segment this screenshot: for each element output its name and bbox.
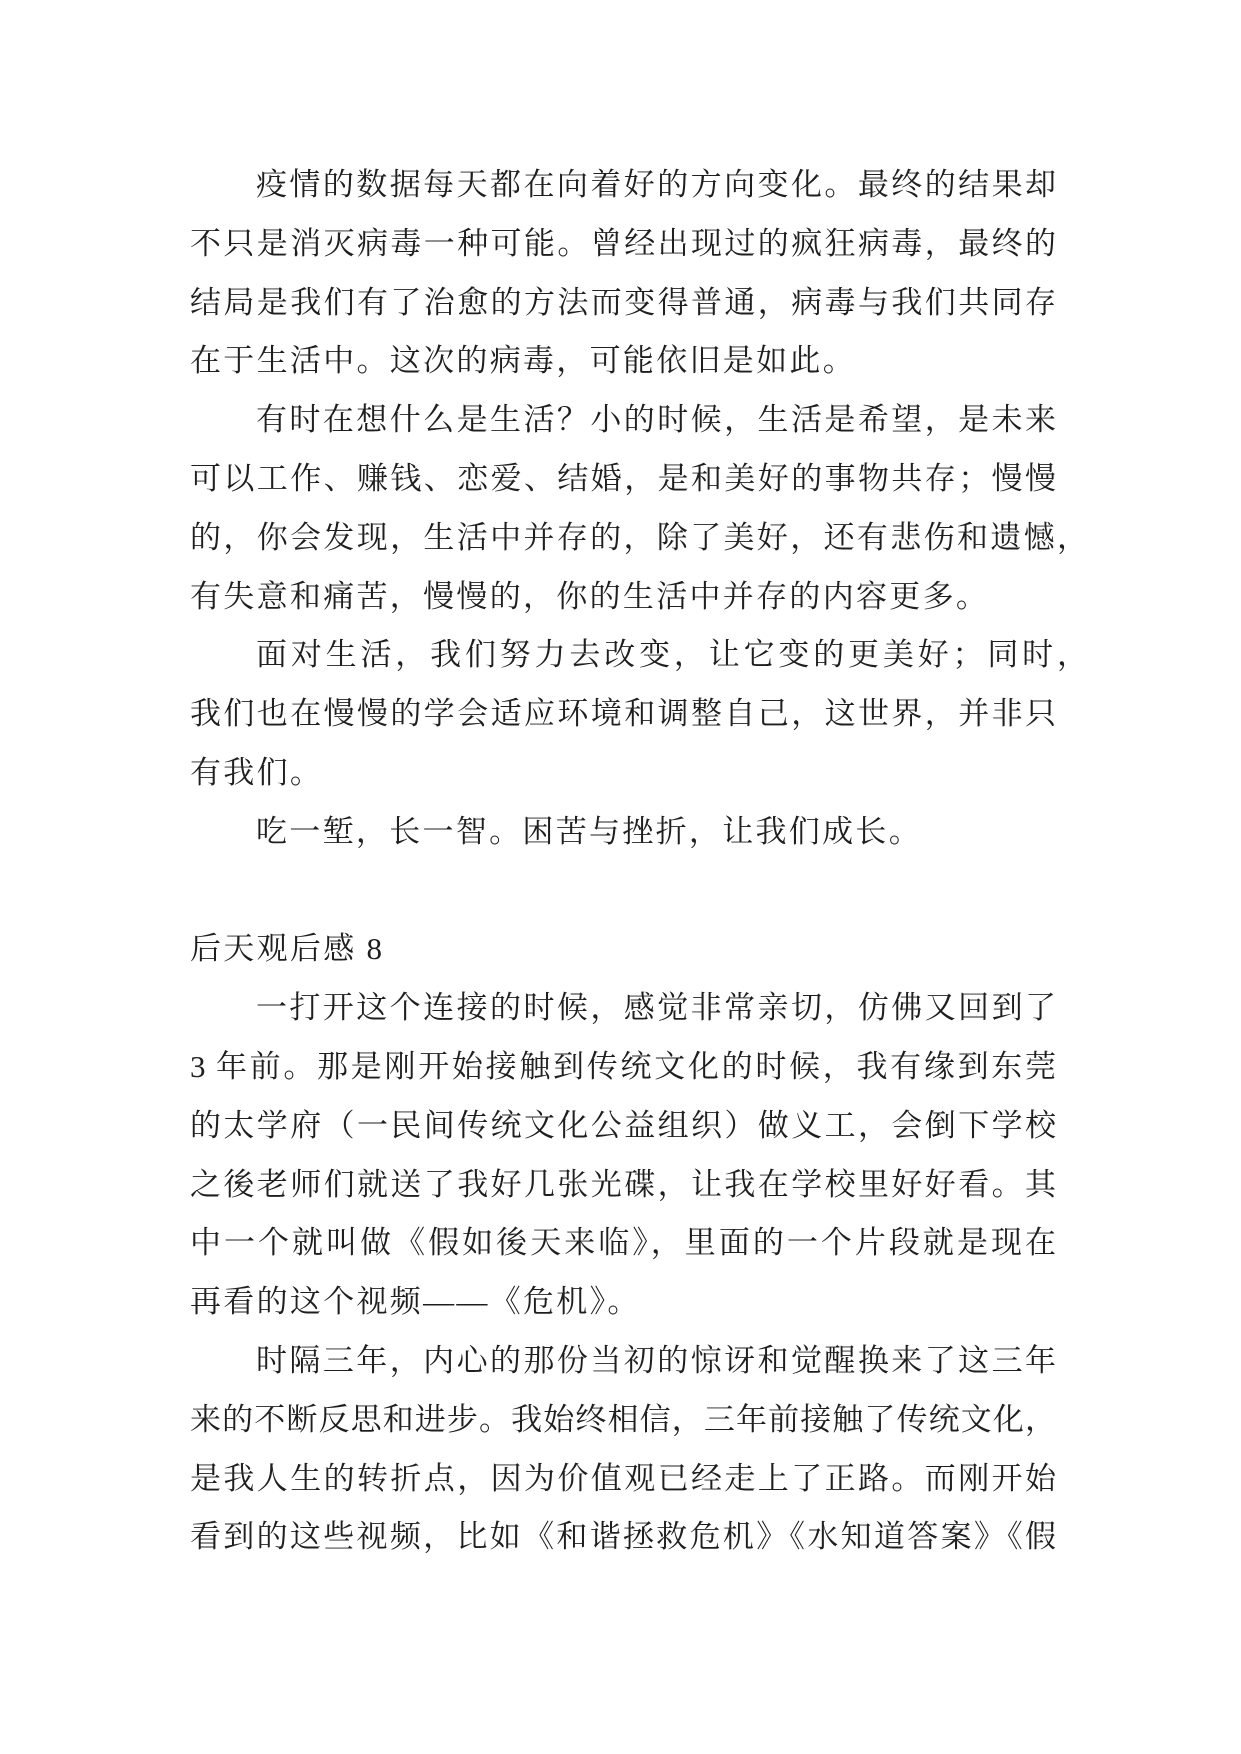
text-line: 看到的这些视频，比如《和谐拯救危机》《水知道答案》《假 [190, 1519, 1056, 1555]
text-line: 结局是我们有了治愈的方法而变得普通，病毒与我们共同存 [190, 284, 1056, 320]
text-line: 之後老师们就送了我好几张光碟，让我在学校里好好看。其 [190, 1166, 1056, 1202]
text-line: 疫情的数据每天都在向着好的方向变化。最终的结果却 [256, 167, 1056, 202]
text-line: 有时在想什么是生活？小的时候，生活是希望，是未来 [256, 402, 1056, 438]
text-line: 不只是消灭病毒一种可能。曾经出现过的疯狂病毒，最终的 [190, 225, 1056, 261]
paragraph [190, 391, 1088, 626]
paragraph [190, 1332, 1056, 1567]
text-line: 再看的这个视频——《危机》。 [190, 1284, 641, 1320]
text-line: 可以工作、赚钱、恋爱、结婚，是和美好的事物共存；慢慢 [190, 460, 1056, 496]
text-line: 我们也在慢慢的学会适应环境和调整自己，这世界，并非只 [190, 696, 1056, 732]
text-line: 中一个就叫做《假如後天来临》，里面的一个片段就是现在 [190, 1225, 1056, 1261]
text-line: 在于生活中。这次的病毒，可能依旧是如此。 [190, 343, 856, 379]
text-line: 有我们。 [190, 754, 324, 790]
paragraph [190, 979, 1056, 1332]
body-text [190, 156, 1088, 1567]
paragraph [190, 626, 1088, 802]
text-line: 是我人生的转折点，因为价值观已经走上了正路。而刚开始 [190, 1460, 1056, 1496]
text-line: 有失意和痛苦，慢慢的，你的生活中并存的内容更多。 [190, 578, 990, 614]
text-line: 时隔三年，内心的那份当初的惊讶和觉醒换来了这三年 [256, 1342, 1056, 1378]
text-line: 吃一堑，长一智。困苦与挫折，让我们成长。 [256, 813, 922, 849]
text-line: 面对生活，我们努力去改变，让它变的更美好；同时， [256, 637, 1088, 673]
paragraph [190, 156, 1056, 391]
blank-line [190, 862, 1056, 921]
text-line: 来的不断反思和进步。我始终相信，三年前接触了传统文化， [190, 1401, 1056, 1437]
text-line: 的，你会发现，生活中并存的，除了美好，还有悲伤和遗憾， [190, 519, 1088, 555]
text-line: 一打开这个连接的时候，感觉非常亲切，仿佛又回到了 [256, 990, 1056, 1026]
paragraph [190, 803, 1056, 862]
section-heading: 后天观后感 8 [190, 931, 385, 967]
text-line: 3 年前。那是刚开始接触到传统文化的时候，我有缘到东莞 [190, 1048, 1056, 1084]
text-line: 的太学府（一民间传统文化公益组织）做义工，会倒下学校 [190, 1107, 1056, 1143]
